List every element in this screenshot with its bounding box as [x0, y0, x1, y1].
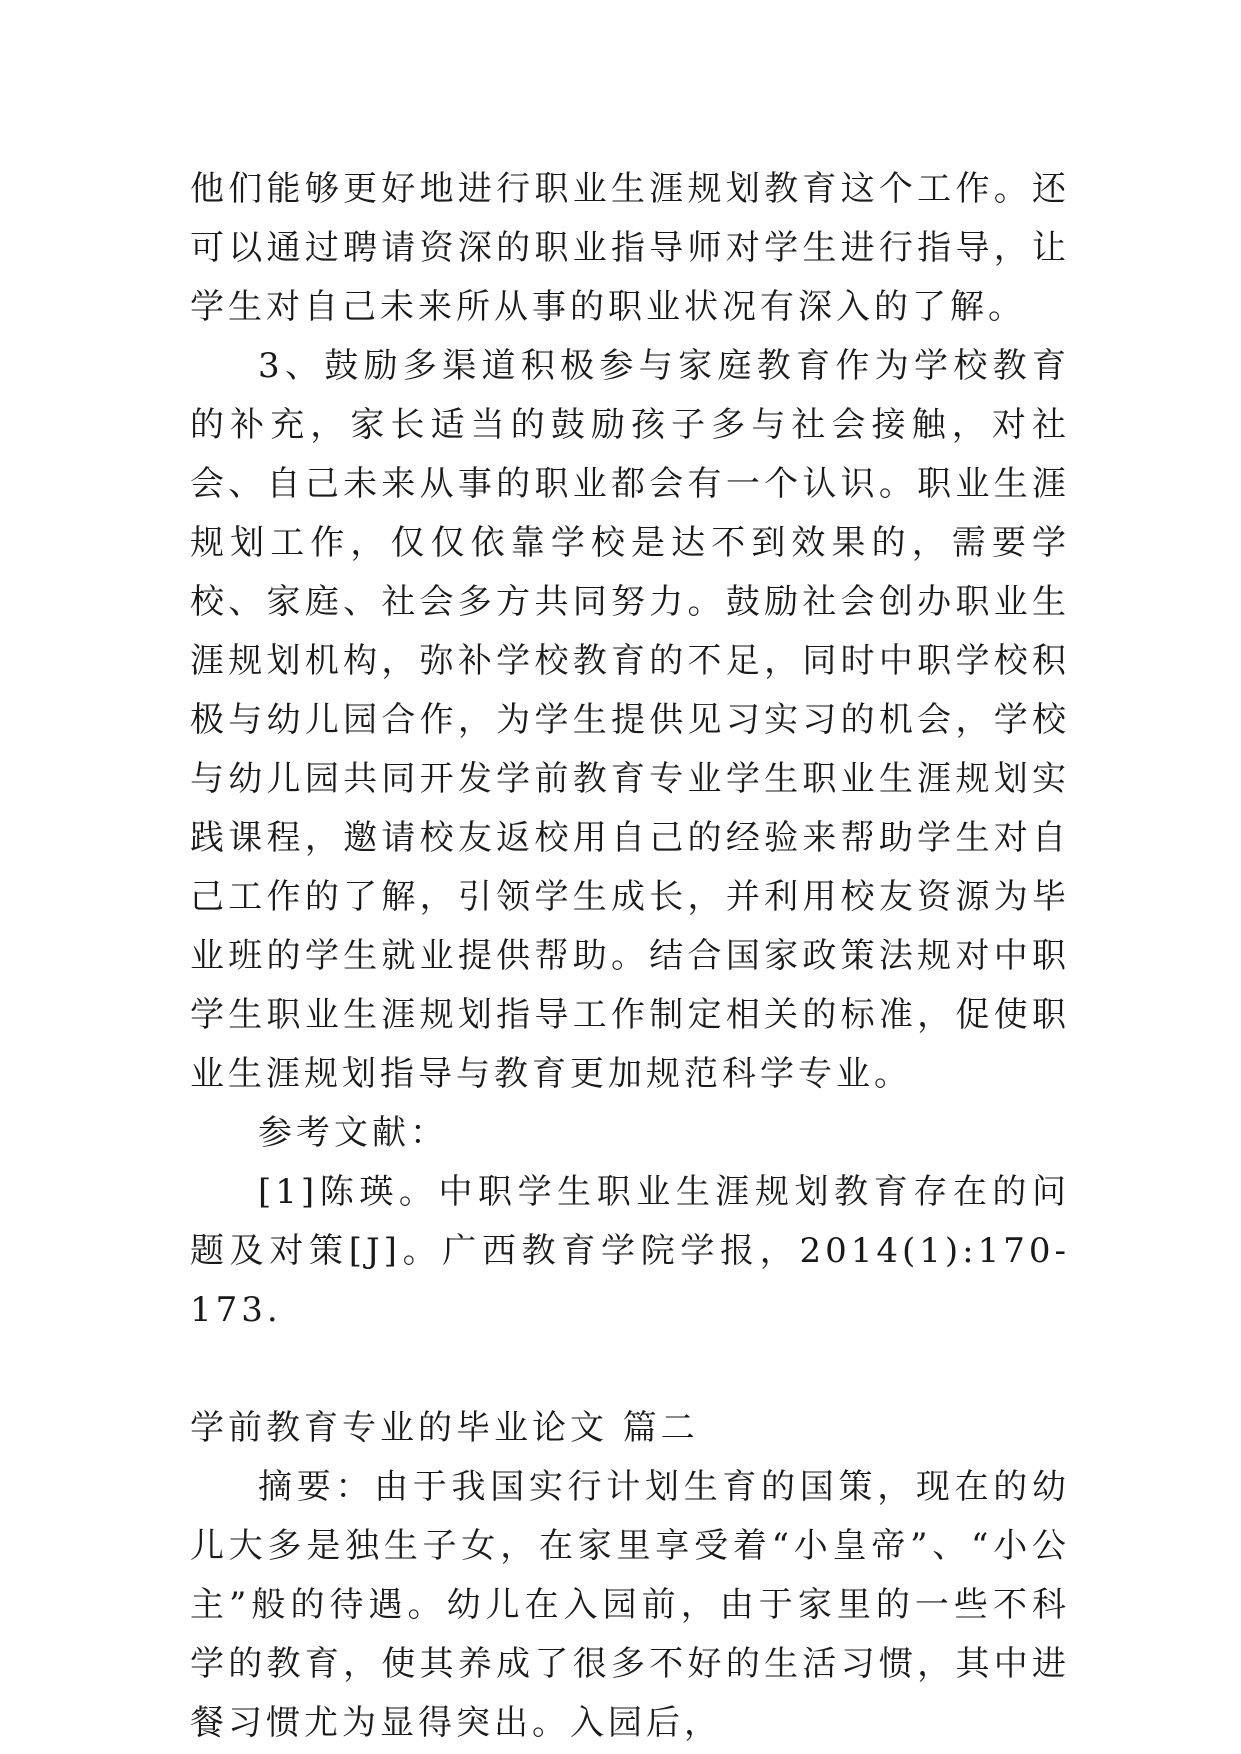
- paragraph-continuation: 他们能够更好地进行职业生涯规划教育这个工作。还可以通过聘请资深的职业指导师对学生进行指导，让学生对自己未来所从事的职业状况有深入的了解。: [190, 169, 1070, 327]
- document-body: [190, 160, 1070, 1753]
- section-title: 学前教育专业的毕业论文 篇二: [190, 1408, 699, 1448]
- abstract-paragraph: 摘要：由于我国实行计划生育的国策，现在的幼儿大多是独生子女，在家里享受着“小皇帝”、“小公主”般的待遇。幼儿在入园前，由于家里的一些不科学的教育，使其养成了很多不好的生活习惯，其中进餐习惯尤为显得突出。入园后，: [190, 1467, 1070, 1743]
- paragraph-point-3: 3、鼓励多渠道积极参与家庭教育作为学校教育的补充，家长适当的鼓励孩子多与社会接触，对社会、自己未来从事的职业都会有一个认识。职业生涯规划工作，仅仅依靠学校是达不到效果的，需要学校、家庭、社会多方共同努力。鼓励社会创办职业生涯规划机构，弥补学校教育的不足，同时中职学校积极与幼儿园合作，为学生提供见习实习的机会，学校与幼儿园共同开发学前教育专业学生职业生涯规划实践课程，邀请校友返校用自己的经验来帮助学生对自己工作的了解，引领学生成长，并利用校友资源为毕业班的学生就业提供帮助。结合国家政策法规对中职学生职业生涯规划指导工作制定相关的标准，促使职业生涯规划指导与教育更加规范科学专业。: [190, 346, 1070, 1094]
- reference-item: [1]陈瑛。中职学生职业生涯规划教育存在的问题及对策[J]。广西教育学院学报，2014(1):170-173.: [190, 1172, 1070, 1330]
- references-heading: 参考文献：: [258, 1113, 448, 1153]
